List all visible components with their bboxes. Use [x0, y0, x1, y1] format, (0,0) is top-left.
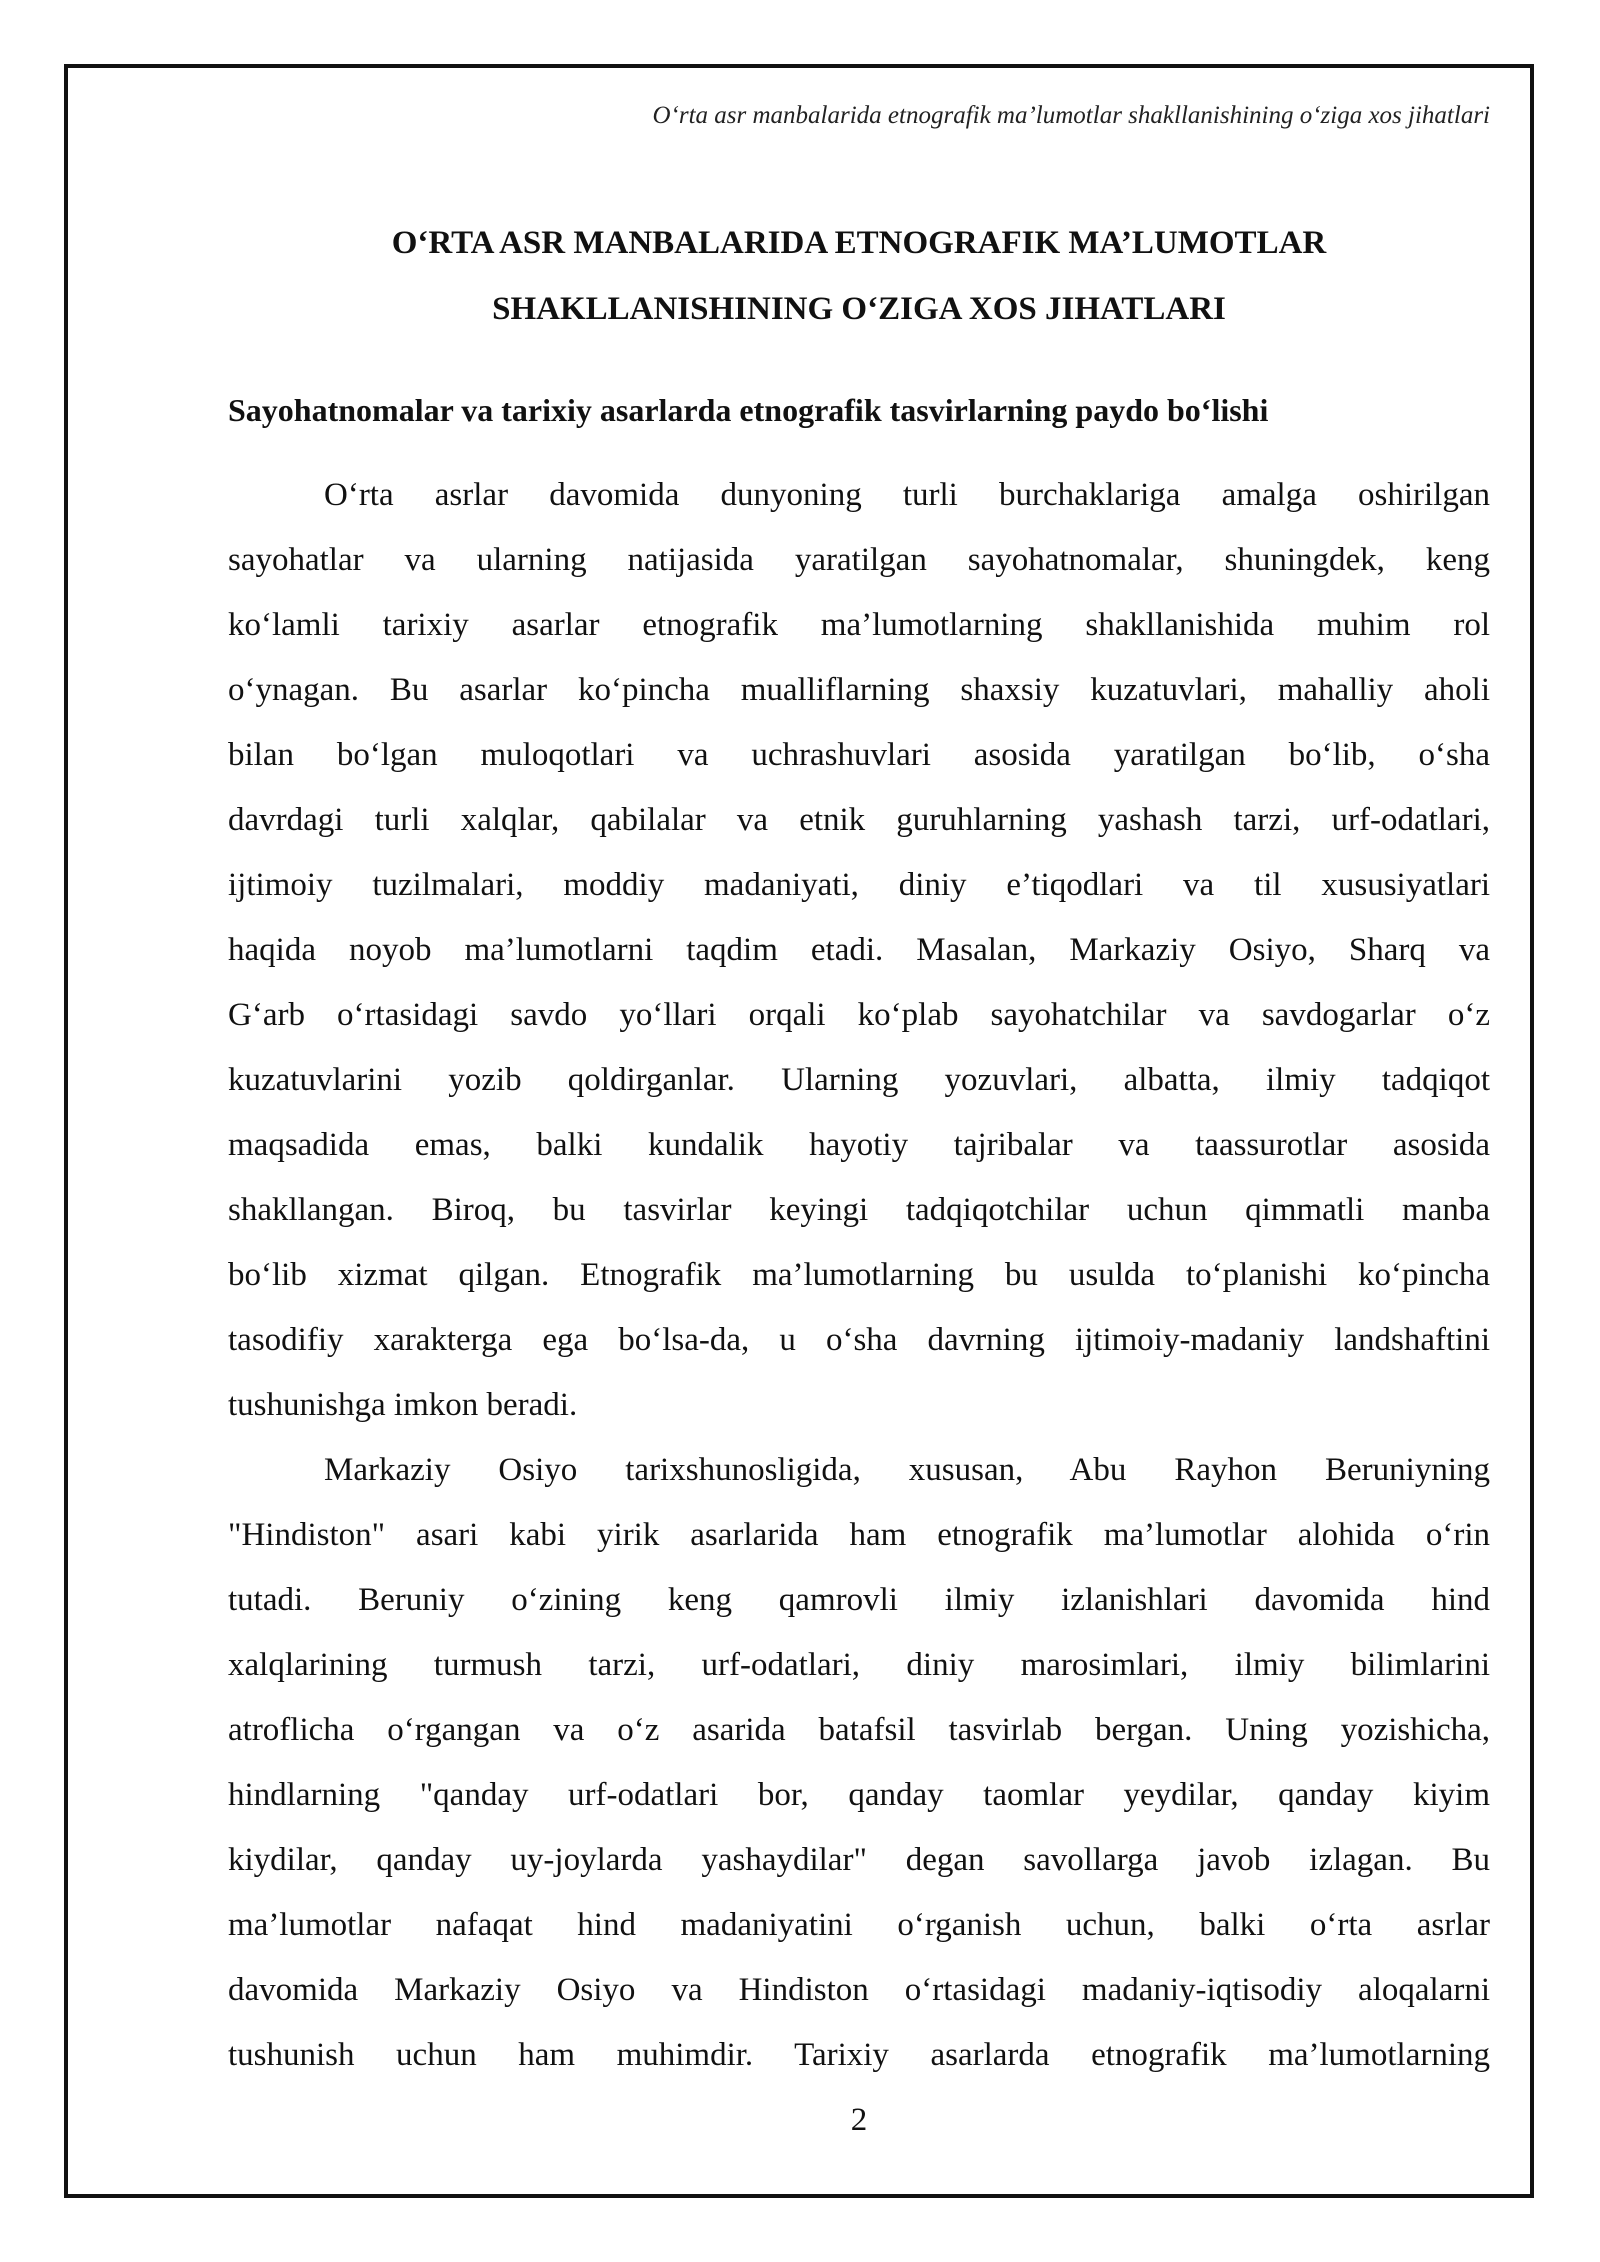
paragraph-line: tushunish uchun ham muhimdir. Tarixiy asarlarda etnografik ma’lumotlarning [228, 2037, 1490, 2073]
section-heading: Sayohatnomalar va tarixiy asarlarda etnografik tasvirlarning paydo bo‘lishi [228, 392, 1269, 428]
paragraph-line: maqsadida emas, balki kundalik hayotiy tajribalar va taassurotlar asosida [228, 1127, 1490, 1163]
paragraph-line: Markaziy Osiyo tarixshunosligida, xususan, Abu Rayhon Beruniyning [324, 1452, 1490, 1488]
paragraph [228, 1438, 1490, 2088]
paragraph-line: hindlarning "qanday urf-odatlari bor, qanday taomlar yeydilar, qanday kiyim [228, 1777, 1490, 1813]
title-line-1: O‘RTA ASR MANBALARIDA ETNOGRAFIK MA’LUMOTLAR [391, 225, 1327, 261]
paragraph [228, 463, 1490, 1438]
paragraph-line: kuzatuvlarini yozib qoldirganlar. Ularning yozuvlari, albatta, ilmiy tadqiqot [228, 1062, 1490, 1098]
paragraph-line: O‘rta asrlar davomida dunyoning turli burchaklariga amalga oshirilgan [324, 477, 1490, 513]
paragraph-line: "Hindiston" asari kabi yirik asarlarida ham etnografik ma’lumotlar alohida o‘rin [228, 1517, 1490, 1553]
body-text [228, 463, 1490, 2088]
paragraph-line: shakllangan. Biroq, bu tasvirlar keyingi tadqiqotchilar uchun qimmatli manba [228, 1192, 1490, 1228]
paragraph-line: ko‘lamli tarixiy asarlar etnografik ma’lumotlarning shakllanishida muhim rol [228, 607, 1490, 643]
paragraph-line: haqida noyob ma’lumotlarni taqdim etadi. Masalan, Markaziy Osiyo, Sharq va [228, 932, 1490, 968]
paragraph-line: G‘arb o‘rtasidagi savdo yo‘llari orqali ko‘plab sayohatchilar va savdogarlar o‘z [228, 997, 1490, 1033]
paragraph-line: davomida Markaziy Osiyo va Hindiston o‘rtasidagi madaniy-iqtisodiy aloqalarni [228, 1972, 1490, 2008]
paragraph-line: sayohatlar va ularning natijasida yaratilgan sayohatnomalar, shuningdek, keng [228, 542, 1490, 578]
paragraph-line: o‘ynagan. Bu asarlar ko‘pincha mualliflarning shaxsiy kuzatuvlari, mahalliy aholi [228, 672, 1490, 708]
document-title [228, 210, 1490, 342]
paragraph-line: tasodifiy xarakterga ega bo‘lsa-da, u o‘sha davrning ijtimoiy-madaniy landshaftini [228, 1322, 1490, 1358]
paragraph-line: davrdagi turli xalqlar, qabilalar va etnik guruhlarning yashash tarzi, urf-odatlari, [228, 802, 1490, 838]
paragraph-line: atroflicha o‘rgangan va o‘z asarida batafsil tasvirlab bergan. Uning yozishicha, [228, 1712, 1490, 1748]
paragraph-line: tutadi. Beruniy o‘zining keng qamrovli ilmiy izlanishlari davomida hind [228, 1582, 1490, 1618]
paragraph-line: kiydilar, qanday uy-joylarda yashaydilar" degan savollarga javob izlagan. Bu [228, 1842, 1490, 1878]
paragraph-line: tushunishga imkon beradi. [228, 1387, 578, 1423]
paragraph-line: bilan bo‘lgan muloqotlari va uchrashuvlari asosida yaratilgan bo‘lib, o‘sha [228, 737, 1490, 773]
paragraph-line: xalqlarining turmush tarzi, urf-odatlari, diniy marosimlari, ilmiy bilimlarini [228, 1647, 1490, 1683]
paragraph-line: ma’lumotlar nafaqat hind madaniyatini o‘rganish uchun, balki o‘rta asrlar [228, 1907, 1490, 1943]
paragraph-line: ijtimoiy tuzilmalari, moddiy madaniyati, diniy e’tiqodlari va til xususiyatlari [228, 867, 1490, 903]
paragraph-line: bo‘lib xizmat qilgan. Etnografik ma’lumotlarning bu usulda to‘planishi ko‘pincha [228, 1257, 1490, 1293]
running-header: O‘rta asr manbalarida etnografik ma’lumotlar shakllanishining o‘ziga xos jihatlari [652, 102, 1490, 129]
title-line-2: SHAKLLANISHINING O‘ZIGA XOS JIHATLARI [492, 291, 1226, 327]
page-number: 2 [850, 2102, 868, 2138]
